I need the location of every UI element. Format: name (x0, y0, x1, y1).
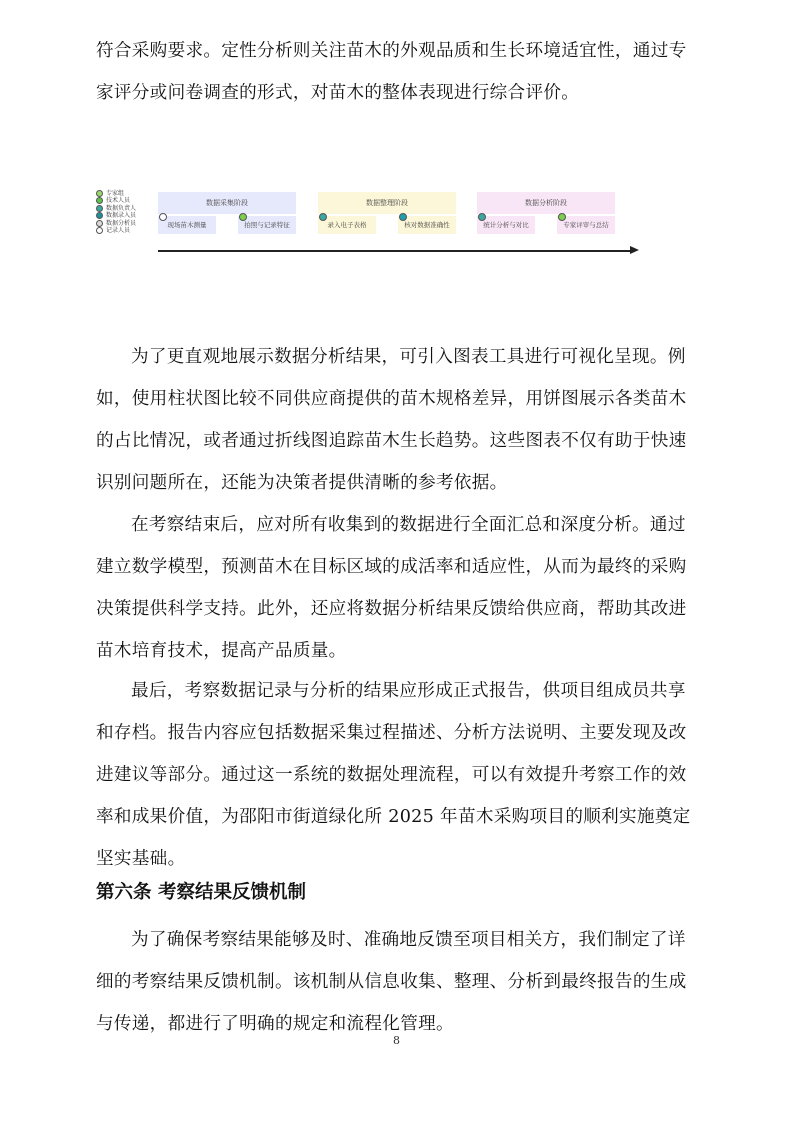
legend-dot-icon (96, 197, 103, 204)
legend-dot-icon (96, 205, 103, 212)
step-box: 拍照与记录特征 (238, 216, 296, 234)
legend-item: 记录人员 (96, 227, 154, 234)
legend-item: 数据录入员 (96, 212, 154, 219)
paragraph-visualization: 为了更直观地展示数据分析结果，可引入图表工具进行可视化呈现。例如，使用柱状图比较不同供应商提供的苗木规格差异，用饼图展示各类苗木的占比情况，或者通过折线图追踪苗木生长趋势。这些图表不仅有助于快速识别问题所在，还能为决策者提供清晰的参考依据。 (96, 347, 687, 493)
legend-dot-icon (96, 190, 103, 197)
step-box: 现场苗木测量 (158, 216, 216, 234)
workflow-diagram (96, 188, 644, 258)
legend-dot-icon (96, 227, 103, 234)
step-marker-icon (239, 213, 247, 221)
paragraph-summary-analysis: 在考察结束后，应对所有收集到的数据进行全面汇总和深度分析。通过建立数学模型，预测苗木在目标区域的成活率和适应性，从而为最终的采购决策提供科学支持。此外，还应将数据分析结果反馈给供应商，帮助其改进苗木培育技术，提高产品质量。 (96, 515, 687, 661)
legend-dot-icon (96, 212, 103, 219)
step-box: 专家评审与总结 (557, 216, 615, 234)
timeline-arrow (158, 250, 634, 252)
page-number: 8 (393, 1034, 400, 1047)
legend-dot-icon (96, 220, 103, 227)
step-box: 录入电子表格 (318, 216, 376, 234)
phase-organize: 数据整理阶段 (318, 192, 456, 214)
legend-item: 技术人员 (96, 197, 154, 204)
phase-collection: 数据采集阶段 (158, 192, 296, 214)
arrow-head-icon (630, 246, 639, 254)
legend-item: 数据分析员 (96, 220, 154, 227)
paragraph-intro: 符合采购要求。定性分析则关注苗木的外观品质和生长环境适宜性，通过专家评分或问卷调查的形式，对苗木的整体表现进行综合评价。 (96, 41, 687, 103)
section-heading: 第六条 考察结果反馈机制 (96, 882, 306, 903)
paragraph-report: 最后，考察数据记录与分析的结果应形成正式报告，供项目组成员共享和存档。报告内容应包括数据采集过程描述、分析方法说明、主要发现及改进建议等部分。通过这一系统的数据处理流程，可以有效提升考察工作的效率和成果价值，为邵阳市街道绿化所 2025 年苗木采购项目的顺利实施奠定坚实基础。 (96, 681, 691, 869)
diagram-legend (96, 190, 154, 234)
step-box: 核对数据准确性 (398, 216, 456, 234)
step-box: 统计分析与对比 (477, 216, 535, 234)
phase-analysis: 数据分析阶段 (477, 192, 615, 214)
legend-item: 专家组 (96, 190, 154, 197)
step-marker-icon (399, 213, 407, 221)
step-marker-icon (319, 213, 327, 221)
legend-item: 数据负责人 (96, 205, 154, 212)
paragraph-feedback: 为了确保考察结果能够及时、准确地反馈至项目相关方，我们制定了详细的考察结果反馈机制。该机制从信息收集、整理、分析到最终报告的生成与传递，都进行了明确的规定和流程化管理。 (96, 930, 687, 1034)
step-marker-icon (558, 213, 566, 221)
step-marker-icon (478, 213, 486, 221)
step-marker-icon (159, 213, 167, 221)
